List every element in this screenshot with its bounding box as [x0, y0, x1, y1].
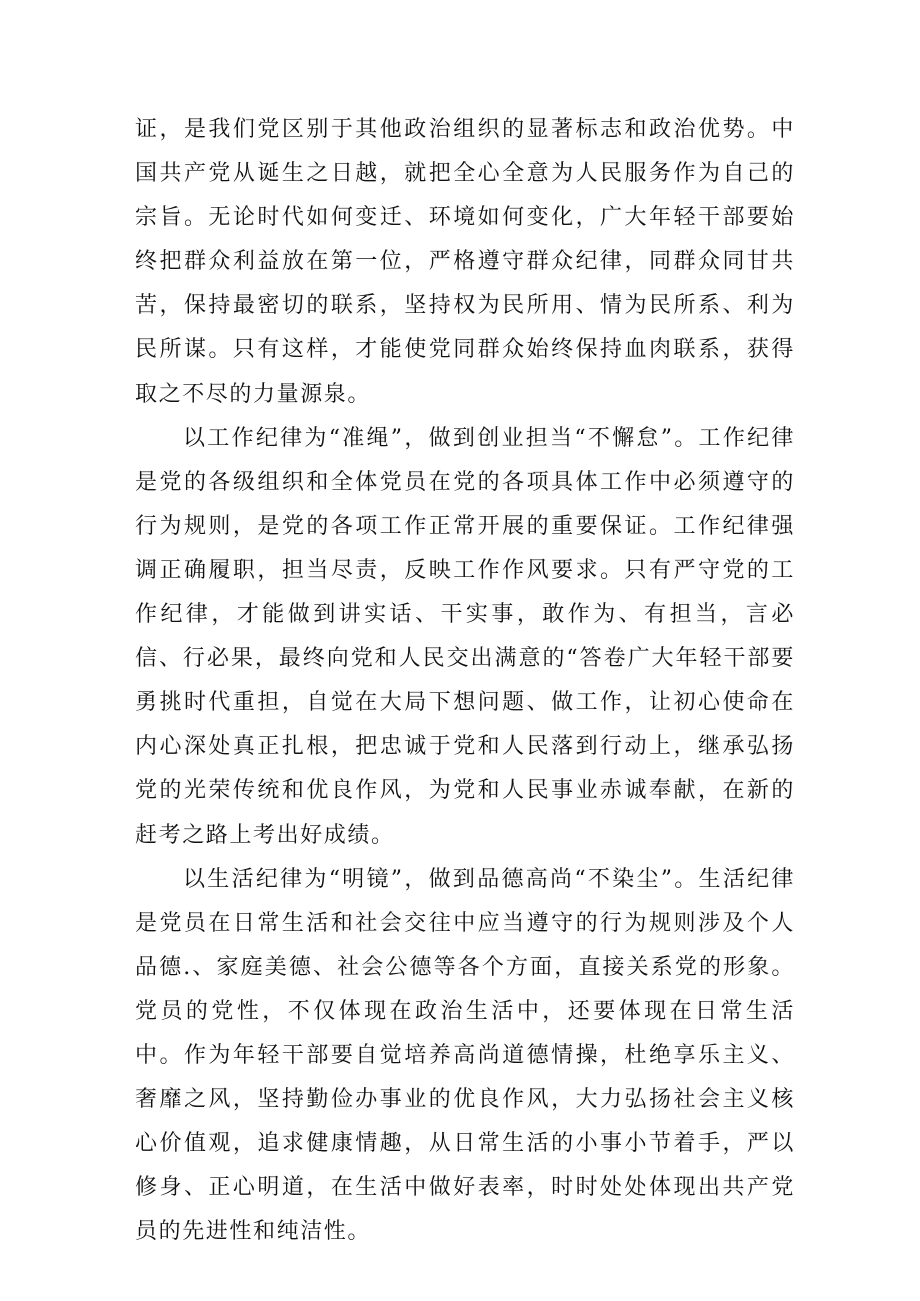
document-body: [135, 108, 795, 1254]
paragraph-life-discipline: 以生活纪律为“明镜”，做到品德高尚“不染尘”。生活纪律是党员在日常生活和社会交往中应当遵守的行为规则涉及个人品德.、家庭美德、社会公德等各个方面，直接关系党的形象。党员的党性，不仅体现在政治生活中，还要体现在日常生活中。作为年轻干部要自觉培养高尚道德情操，杜绝享乐主义、奢靡之风，坚持勤俭办事业的优良作风，大力弘扬社会主义核心价值观，追求健康情趣，从日常生活的小事小节着手，严以修身、正心明道，在生活中做好表率，时时处处体现出共产党员的先进性和纯洁性。: [135, 866, 795, 1245]
paragraph-continuation: 证，是我们党区别于其他政治组织的显著标志和政治优势。中国共产党从诞生之日越，就把全心全意为人民服务作为自己的宗旨。无论时代如何变迁、环境如何变化，广大年轻干部要始终把群众利益放在第一位，严格遵守群众纪律，同群众同甘共苦，保持最密切的联系，坚持权为民所用、情为民所系、利为民所谋。只有这样，才能使党同群众始终保持血肉联系，获得取之不尽的力量源泉。: [135, 117, 795, 407]
paragraph-work-discipline: 以工作纪律为“准绳”，做到创业担当“不懈怠”。工作纪律是党的各级组织和全体党员在党的各项具体工作中必须遵守的行为规则，是党的各项工作正常开展的重要保证。工作纪律强调正确履职，担当尽责，反映工作作风要求。只有严守党的工作纪律，才能做到讲实话、干实事，敢作为、有担当，言必信、行必果，最终向党和人民交出满意的“答卷广大年轻干部要勇挑时代重担，自觉在大局下想问题、做工作，让初心使命在内心深处真正扎根，把忠诚于党和人民落到行动上，继承弘扬党的光荣传统和优良作风，为党和人民事业赤诚奉献，在新的赶考之路上考出好成绩。: [135, 425, 795, 848]
